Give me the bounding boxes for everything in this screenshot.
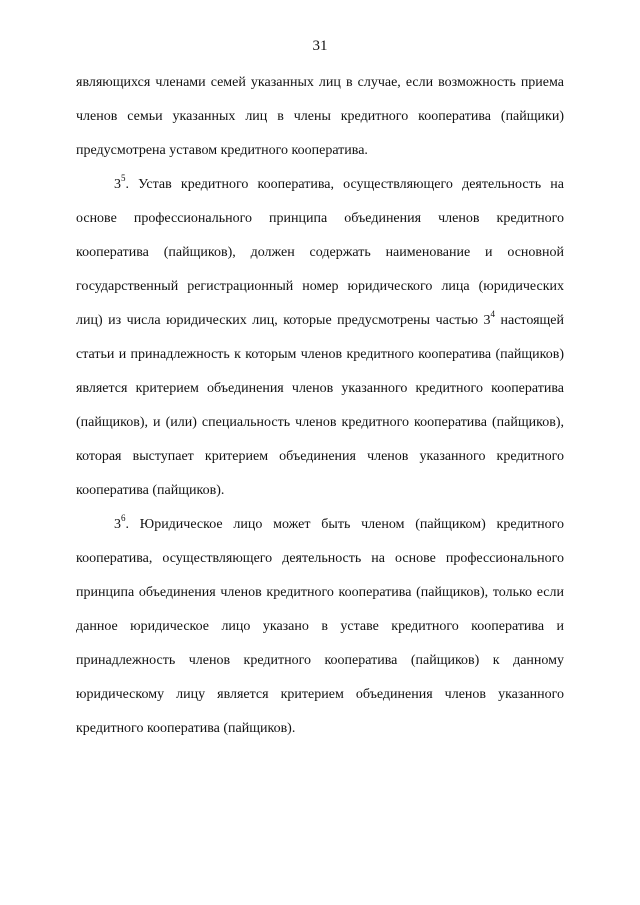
clause-superscript: 5 xyxy=(121,173,126,184)
document-body xyxy=(76,66,564,746)
clause-superscript: 6 xyxy=(121,513,126,524)
clause-number: 3 xyxy=(114,177,121,192)
reference-superscript: 4 xyxy=(490,309,495,320)
page-number: 31 xyxy=(312,38,328,54)
paragraph-continuation xyxy=(76,66,564,168)
clause-number: 3 xyxy=(114,517,121,532)
paragraph-text: . Юридическое лицо может быть членом (пайщиком) кредитного кооператива, осуществляющего деятельность на основе профессионального принципа объединения членов кредитного кооператива (пайщиков), только если данное юридическое лицо указано в уставе кредитного кооператива и принадлежность членов кредитного кооператива (пайщиков) к данному юридическому лицу является критерием объединения членов указанного кредитного кооператива (пайщиков). xyxy=(76,517,564,736)
paragraph-clause-3-6 xyxy=(76,508,564,746)
paragraph-text: настоящей статьи и принадлежность к которым членов кредитного кооператива (пайщиков) является критерием объединения членов указанного кредитного кооператива (пайщиков), и (или) специальность членов кредитного кооператива (пайщиков), которая выступает критерием объединения членов указанного кредитного кооператива (пайщиков). xyxy=(76,313,565,498)
paragraph-text: являющихся членами семей указанных лиц в случае, если возможность приема членов семьи указанных лиц в члены кредитного кооператива (пайщики) предусмотрена уставом кредитного кооператива. xyxy=(76,75,564,158)
paragraph-clause-3-5 xyxy=(76,168,564,508)
paragraph-text: . Устав кредитного кооператива, осуществляющего деятельность на основе профессионального принципа объединения членов кредитного кооператива (пайщиков), должен содержать наименование и основной государственный регистрационный номер юридического лица (юридических лиц) из числа юридических лиц, которые предусмотрены частью 3 xyxy=(76,177,564,328)
